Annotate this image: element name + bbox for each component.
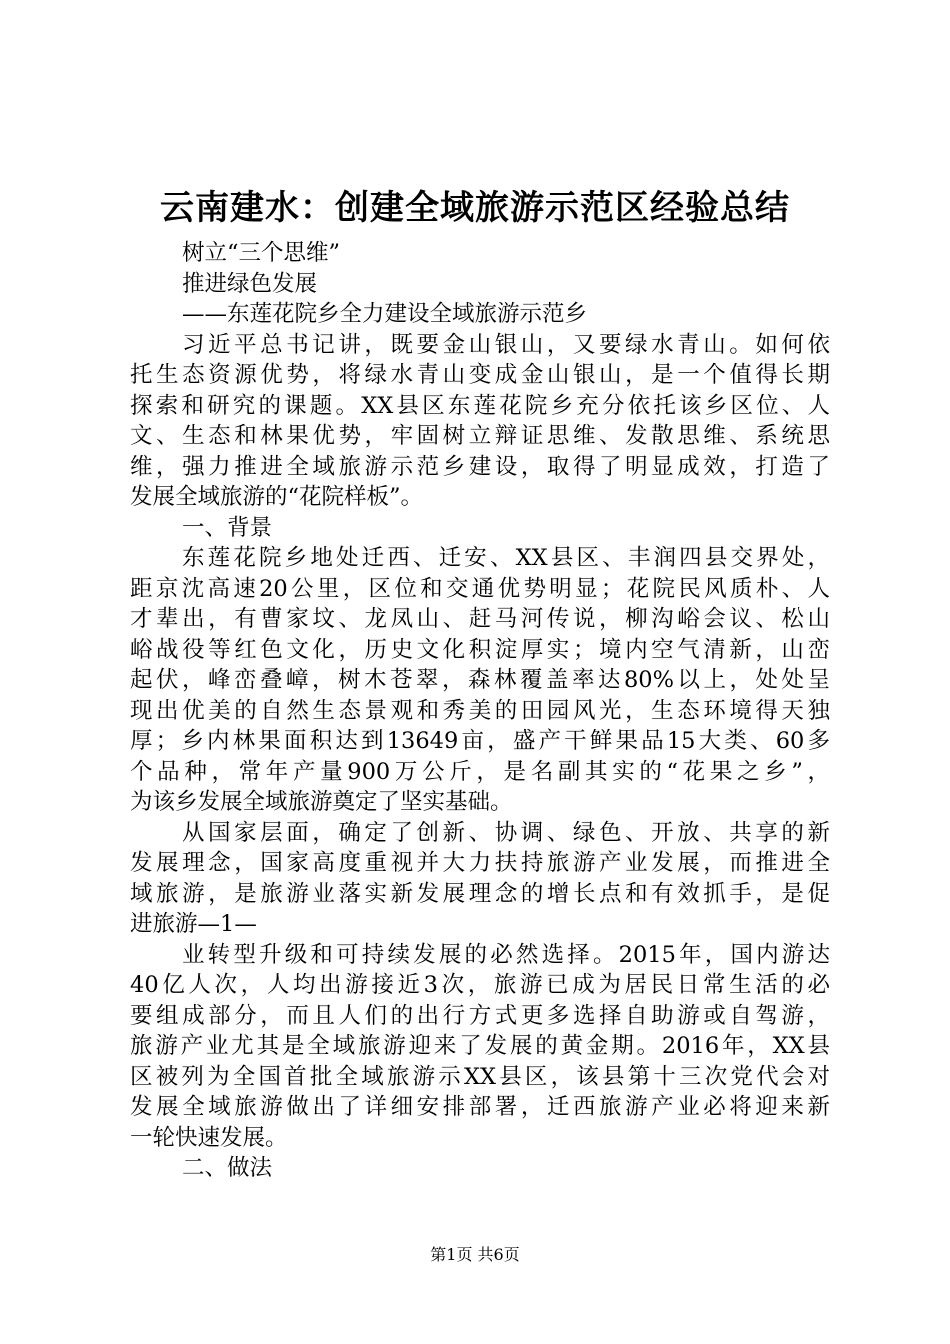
body-line: 要组成部分，而且人们的出行方式更多选择自助游或自驾游， [130,1002,830,1029]
body-line: 一、背景 [182,514,273,541]
document-title: 云南建水：创建全域旅游示范区经验总结 [160,188,790,228]
body-line: 树立“三个思维” [182,240,341,266]
body-line: 东莲花院乡地处迁西、迁安、XX县区、丰润四县交界处， [182,545,830,571]
body-line: 二、做法 [182,1155,273,1181]
body-line: 发展全域旅游的“花院样板”。 [130,484,424,510]
body-line: 文、生态和林果优势，牢固树立辩证思维、发散思维、系统思 [130,423,830,449]
body-line: 区被列为全国首批全域旅游示XX县区，该县第十三次党代会对 [130,1063,830,1090]
body-line: 维，强力推进全域旅游示范乡建设，取得了明显成效，打造了 [130,453,830,480]
body-line: 才辈出，有曹家坟、龙凤山、赶马河传说，柳沟峪会议、松山 [130,606,830,632]
body-line: 起伏，峰峦叠嶂，树木苍翠，森林覆盖率达80%以上，处处呈 [130,667,830,693]
body-line: 厚；乡内林果面积达到13649亩，盛产干鲜果品15大类、60多 [130,728,830,754]
body-line: 习近平总书记讲，既要金山银山，又要绿水青山。如何依 [182,331,830,358]
body-line: 业转型升级和可持续发展的必然选择。2015年，国内游达 [182,941,830,968]
body-line: 旅游产业尤其是全域旅游迎来了发展的黄金期。2016年，XX县 [130,1033,830,1059]
body-line: 域旅游，是旅游业落实新发展理念的增长点和有效抓手，是促 [130,880,830,907]
body-line: 个品种，常年产量900万公斤，是名副其实的“花果之乡”， [130,758,830,785]
body-line: 进旅游—1— [130,911,257,937]
body-line: 距京沈高速20公里，区位和交通优势明显；花院民风质朴、人 [130,575,830,602]
body-line: 现出优美的自然生态景观和秀美的田园风光，生态环境得天独 [130,697,830,724]
body-line: 托生态资源优势，将绿水青山变成金山银山，是一个值得长期 [130,362,830,388]
body-line: 一轮快速发展。 [130,1124,288,1151]
body-line: 为该乡发展全域旅游奠定了坚实基础。 [130,789,513,815]
body-line: 从国家层面，确定了创新、协调、绿色、开放、共享的新 [182,819,830,846]
body-line: ——东莲花院乡全力建设全域旅游示范乡 [182,301,588,327]
body-line: 推进绿色发展 [182,270,318,297]
document-body [130,238,830,1184]
body-line: 探索和研究的课题。XX县区东莲花院乡充分依托该乡区位、人 [130,392,830,419]
body-line: 发展理念，国家高度重视并大力扶持旅游产业发展，而推进全 [130,850,830,876]
page-footer: 第1页 共6页 [430,1245,520,1264]
body-line: 峪战役等红色文化，历史文化积淀厚实；境内空气清新，山峦 [130,636,830,663]
body-line: 发展全域旅游做出了详细安排部署，迁西旅游产业必将迎来新 [130,1094,830,1120]
body-line: 40亿人次，人均出游接近3次，旅游已成为居民日常生活的必 [130,972,830,998]
